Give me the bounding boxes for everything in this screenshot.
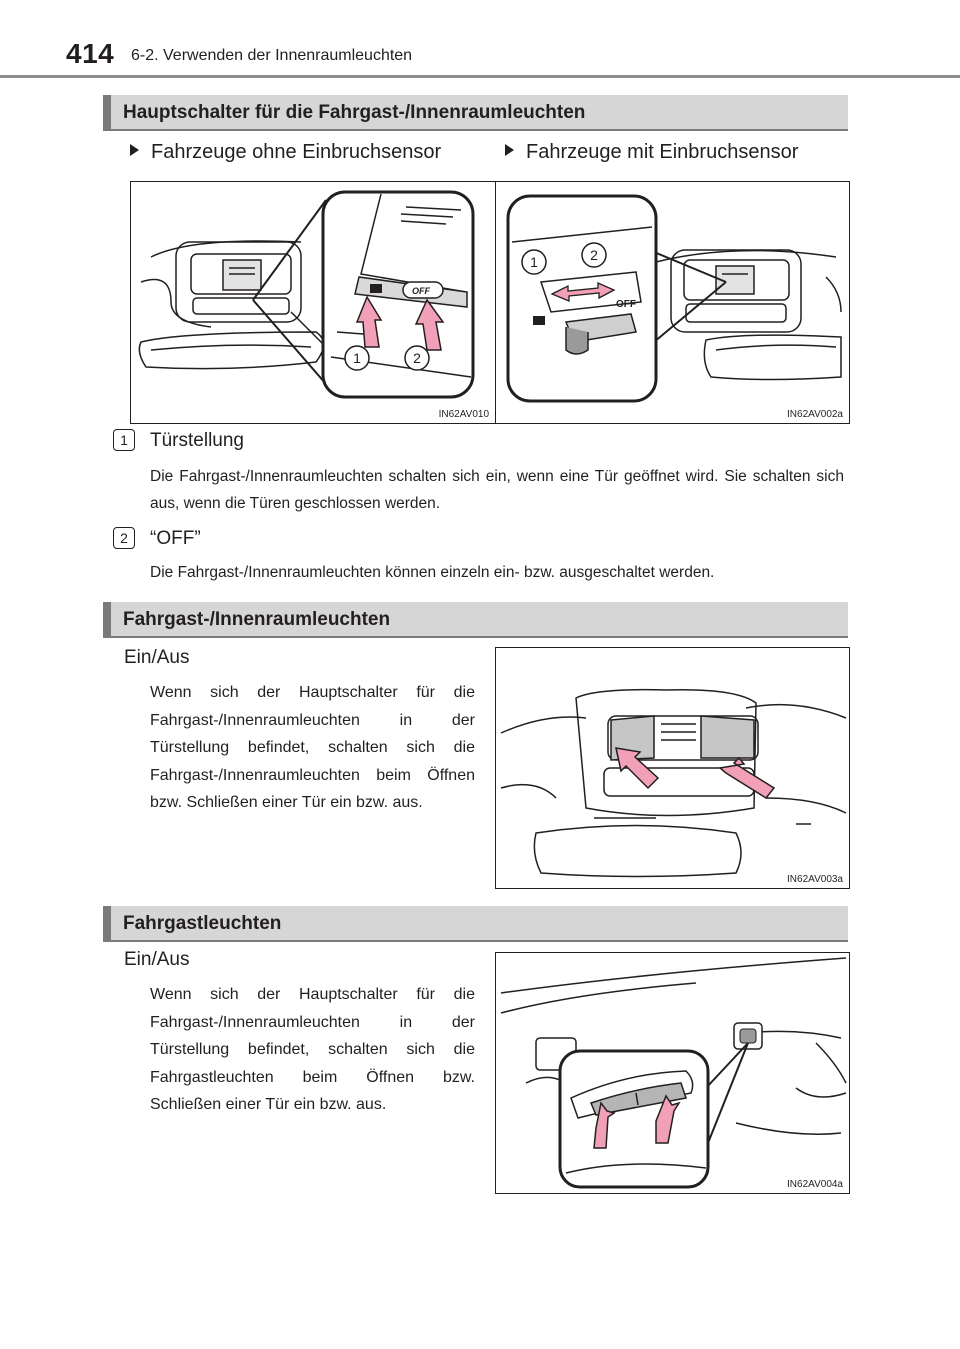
header-divider <box>0 75 960 78</box>
subsection-title-on-off: Ein/Aus <box>124 647 190 668</box>
section-title: Hauptschalter für die Fahrgast-/Innenraumleuchten <box>123 102 586 123</box>
section-heading-interior-lights <box>103 602 848 638</box>
item-text-off: Die Fahrgast-/Innenraumleuchten können einzeln ein- bzw. ausgeschaltet werden. <box>150 564 715 581</box>
section-marker <box>103 906 111 940</box>
triangle-bullet-icon <box>505 144 514 156</box>
callout-1: 1 <box>530 254 538 270</box>
triangle-bullet-icon <box>130 144 139 156</box>
off-label: OFF <box>412 286 430 296</box>
figure-code: IN62AV003a <box>787 874 843 885</box>
variant-label: Fahrzeuge mit Einbruchsensor <box>526 141 799 163</box>
chapter-title: 6-2. Verwenden der Innenraumleuchten <box>131 47 413 64</box>
figure-code: IN62AV004a <box>787 1179 843 1190</box>
section-marker <box>103 602 111 636</box>
subsection-title-on-off: Ein/Aus <box>124 949 190 970</box>
variant-without-sensor <box>130 141 441 164</box>
callout-1: 1 <box>353 350 361 366</box>
door-position-icon <box>370 284 382 293</box>
variant-with-sensor <box>505 141 798 164</box>
section-title: Fahrgastleuchten <box>123 913 282 934</box>
subsection-text: Wenn sich der Hauptschalter für die Fahrgast-/Innenraumleuchten in der Türstellung befindet, schalten sich die Fahrgast-/Innenraumleuchten beim Öffnen bzw. Schließen einer Tür ein bzw. aus. <box>150 684 475 811</box>
off-label: OFF <box>616 299 636 310</box>
section-marker <box>103 95 111 129</box>
figure-passenger-lights <box>495 952 850 1194</box>
subsection-text: Wenn sich der Hauptschalter für die Fahrgast-/Innenraumleuchten in der Türstellung befindet, schalten sich die Fahrgastleuchten beim Öffnen bzw. Schließen einer Tür ein bzw. aus. <box>150 986 475 1113</box>
section-title: Fahrgast-/Innenraumleuchten <box>123 609 391 630</box>
item-title-door-position: Türstellung <box>150 430 244 451</box>
figure-code: IN62AV010 <box>438 409 489 420</box>
section-heading-passenger-lights <box>103 906 848 942</box>
overhead-console-sensor-illustration <box>496 182 849 423</box>
section-heading-main-switch <box>103 95 848 131</box>
item-number-badge: 1 <box>113 429 135 451</box>
passenger-lights-illustration <box>496 953 849 1193</box>
figure-switch-with-sensor <box>495 181 850 424</box>
item-text-door-position: Die Fahrgast-/Innenraumleuchten schalten sich ein, wenn eine Tür geöffnet wird. Sie schalten sich aus, wenn die Türen geschlossen werden. <box>150 468 844 512</box>
item-number-badge: 2 <box>113 527 135 549</box>
item-title-off: “OFF” <box>150 528 201 549</box>
door-position-icon <box>533 316 545 325</box>
interior-lights-illustration <box>496 648 849 888</box>
callout-2: 2 <box>413 350 421 366</box>
overhead-console-illustration <box>131 182 495 423</box>
callout-2: 2 <box>590 247 598 263</box>
figure-switch-without-sensor <box>130 181 496 424</box>
variant-label: Fahrzeuge ohne Einbruchsensor <box>151 141 442 163</box>
page-number: 414 <box>66 38 115 69</box>
figure-interior-lights <box>495 647 850 889</box>
figure-code: IN62AV002a <box>787 409 843 420</box>
